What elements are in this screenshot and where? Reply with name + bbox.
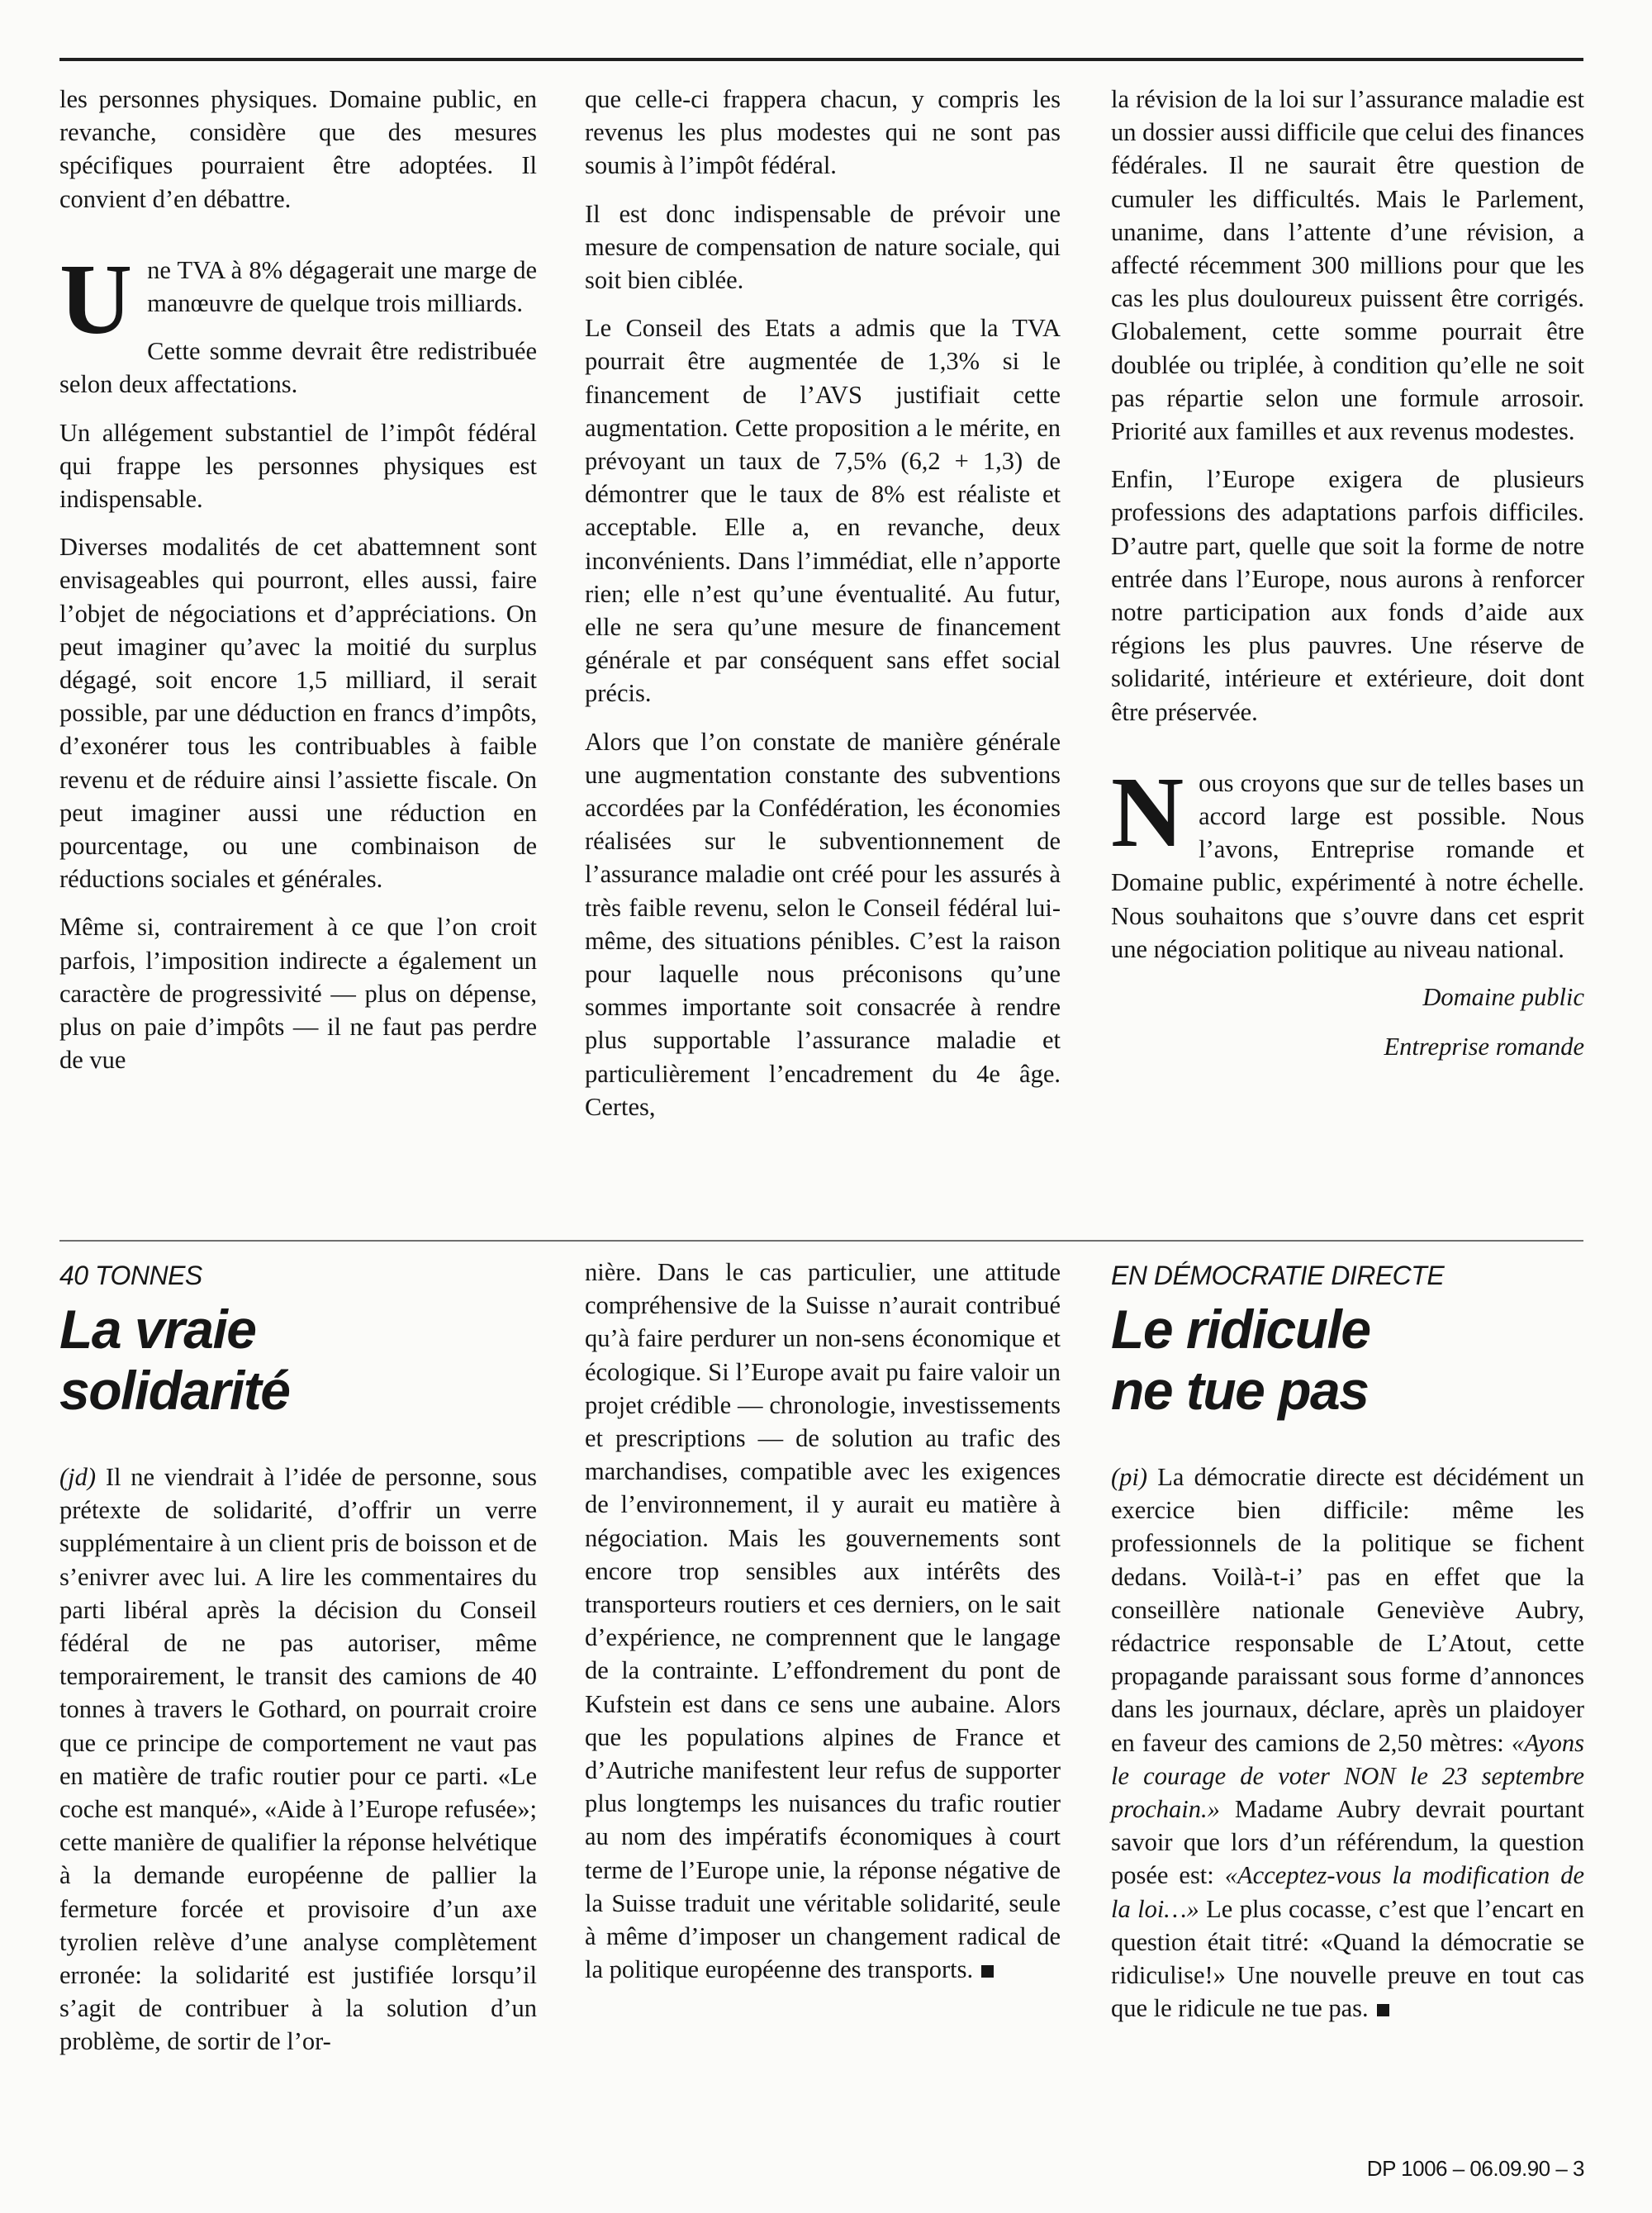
body-text: nière. Dans le cas particulier, une attitude compréhensive de la Suisse n’aurait contribué qu’à faire perdurer un non-sens économique et écologique. Si l’Europe avait pu faire valoir un projet crédible — chronologie, investissements et prescriptions — de solution au trafic des marchandises, compatible avec les exigences de l’environnement, il y aurait eu matière à négociation. Mais les gouvernements sont encore trop sensibles aux intérêts des transporteurs routiers et ces derniers, on le sait d’expérience, ne comprennent que le langage de la contrainte. L’effondrement du pont de Kufstein est dans ce sens une aubaine. Alors que les populations alpines de France et d’Autriche manifestent leur refus de supporter plus longtemps les nuisances du trafic routier au nom des impératifs économiques à court terme de l’Europe unie, la réponse négative de la Suisse traduit une véritable solidarité, seule à même d’imposer un changement radical de la politique européenne des transports. [585,1258,1061,1984]
article-kicker: EN DÉMOCRATIE DIRECTE [1111,1261,1445,1290]
dropcap-letter: U [59,243,133,355]
quote: «Acceptez-vous la modification de la loi…» [1111,1861,1584,1923]
article-body [585,1256,1061,1986]
paragraph: Le Conseil des Etats a admis que la TVA pourrait être augmentée de 1,3% si le financement de l’AVS justifiait cette augmentation. Cette proposition a le mérite, en prévoyant un taux de 7,5% (6,2 + 1,3) de démontrer que le taux de 8% est réaliste et acceptable. Elle a, en revanche, deux inconvénients. Dans l’immédiat, elle n’apporte rien; elle n’est qu’une éventualité. Au futur, elle ne sera qu’une mesure de financement générale et par conséquent sans effet social précis. [585,314,1061,708]
upper-column-3 [1111,83,1584,1063]
signature: Entreprise romande [1384,1033,1584,1061]
article-democratie-column [1111,1256,1584,2040]
headline-line: Le ridicule [1111,1299,1370,1360]
body-text: Madame Aubry devrait pourtant savoir que lors d’un référendum, la question posée est: [1111,1795,1585,1890]
article-headline [1111,1299,1584,1421]
article-kicker: 40 TONNES [59,1261,202,1290]
author-initials: (pi) [1111,1463,1148,1491]
paragraph: que celle-ci frappera chacun, y compris les revenus les plus modestes qui ne sont pas soumis à l’impôt fédéral. [585,85,1061,180]
dropcap-text: ne TVA à 8% dégagerait une marge de manœuvre de quelque trois milliards. [147,255,537,318]
paragraph: Un allégement substantiel de l’impôt fédéral qui frappe les personnes physiques est indispensable. [59,418,537,514]
body-text: Il ne viendrait à l’idée de personne, sous prétexte de solidarité, d’offrir un verre supplémentaire à un client pris de boisson et de s’enivrer avec lui. A lire les commentaires du parti libéral après la décision du Conseil fédéral de ne pas autoriser, même temporairement, le transit des camions de 40 tonnes à travers le Gothard, on pourrait croire que ce principe de comportement ne vaut pas en matière de trafic routier pour ce parti. «Le coche est manqué», «Aide à l’Europe refusée»; cette manière de qualifier la réponse helvétique à la demande européenne de pallier la fermeture forcée et provisoire d’un axe tyrolien relève d’une analyse complètement erronée: la solidarité est justifiée lorsqu’il s’agit de contribuer à la solution d’un problème, de sortir de l’or- [59,1463,538,2056]
end-mark [1377,2004,1389,2016]
author-initials: (jd) [59,1463,97,1491]
end-mark [981,1965,994,1978]
paragraph: la révision de la loi sur l’assurance maladie est un dossier aussi difficile que celui des finances fédérales. Il ne saurait être question de cumuler les difficultés. Mais le Parlement, unanime, dans l’attente d’une révision, a affecté récemment 300 millions pour que les cas les plus douloureux puissent être corrigés. Globalement, cette somme pourrait être doublée ou triplée, à condition qu’elle ne soit pas répartie selon une formule arrosoir. Priorité aux familles et aux revenus modestes. [1111,85,1584,446]
quote: «Ayons le courage de voter NON le 23 septembre prochain.» [1111,1728,1584,1824]
top-rule [59,58,1583,61]
dropcap-paragraph [1111,756,1584,966]
section-rule [59,1240,1583,1242]
paragraph: Cette somme devrait être redistribuée selon deux affectations. [59,337,537,399]
body-text: Le plus cocasse, c’est que l’encart en question était titré: «Quand la démocratie se ridiculise!» Une nouvelle preuve en tout cas que le ridicule ne tue pas. [1111,1894,1584,2023]
headline-line: ne tue pas [1111,1360,1369,1421]
page-footer: DP 1006 – 06.09.90 – 3 [1366,2156,1584,2181]
paragraph: Diverses modalités de cet abattemnent sont envisageables qui pourront, elles aussi, faire l’objet de négociations et d’appréciations. On peut imaginer qu’avec la moitié du surplus dégagé, soit encore 1,5 milliard, il serait possible, par une déduction en francs d’impôts, d’exonérer tous les contribuables à faible revenu et de réduire ainsi l’assiette fiscale. On peut imaginer aussi une réduction en pourcentage, ou une combinaison de réductions sociales et générales. [59,533,537,894]
dropcap-paragraph [59,243,537,355]
article-body [1111,1460,1584,2025]
article-40-tonnes-column-2 [585,1256,1061,2001]
dropcap-letter: N [1111,756,1184,868]
signature: Domaine public [1422,983,1584,1012]
paragraph: Même si, contrairement à ce que l’on croit parfois, l’imposition indirecte a également un caractère de progressivité — plus on dépense, plus on paie d’impôts — il ne faut pas perdre de vue [59,913,537,1075]
paragraph: Il est donc indispensable de prévoir une mesure de compensation de nature sociale, qui soit bien ciblée. [585,199,1061,295]
paragraph: les personnes physiques. Domaine public, en revanche, considère que des mesures spécifiques pourraient être adoptées. Il convient d’en débattre. [59,85,537,213]
upper-column-2 [585,83,1061,1138]
paragraph: Alors que l’on constate de manière générale une augmentation constante des subventions accordées par la Confédération, les économies réalisées sur le subventionnement de l’assurance maladie ont créé pour les assurés à très faible revenu, selon le Conseil fédéral lui-même, des situations pénibles. C’est la raison pour laquelle nous préconisons qu’une sommes importante soit consacrée à rendre plus supportable l’assurance maladie et particulièrement l’encadrement du 4e âge. Certes, [585,727,1061,1121]
upper-column-1 [59,83,537,1091]
paragraph: Enfin, l’Europe exigera de plusieurs professions des adaptations parfois difficiles. D’autre part, quelle que soit la forme de notre entrée dans l’Europe, nous aurons à renforcer notre participation aux fonds d’aide aux régions les plus pauvres. Une réserve de solidarité, intérieure et extérieure, doit dont être préservée. [1111,465,1584,726]
article-headline [59,1299,537,1421]
body-text: La démocratie directe est décidément un exercice bien difficile: même les professionnels de la politique se fichent dedans. Voilà-t-i’ pas en effet que la conseillère nationale Geneviève Aubry, rédactrice responsable de L’Atout, cette propagande paraissant sous forme d’annonces dans les journaux, déclare, après un plaidoyer en faveur des camions de 2,50 mètres: [1111,1463,1584,1757]
dropcap-text: ous croyons que sur de telles bases un accord large est possible. Nous l’avons, Entreprise romande et Domaine public, expérimenté à notre échelle. Nous souhaitons que s’ouvre dans cet esprit une négociation politique au niveau national. [1111,768,1584,963]
headline-line: La vraie [59,1299,256,1360]
article-body [59,1460,537,2059]
headline-line: solidarité [59,1360,290,1421]
article-40-tonnes-column-1 [59,1256,537,2073]
